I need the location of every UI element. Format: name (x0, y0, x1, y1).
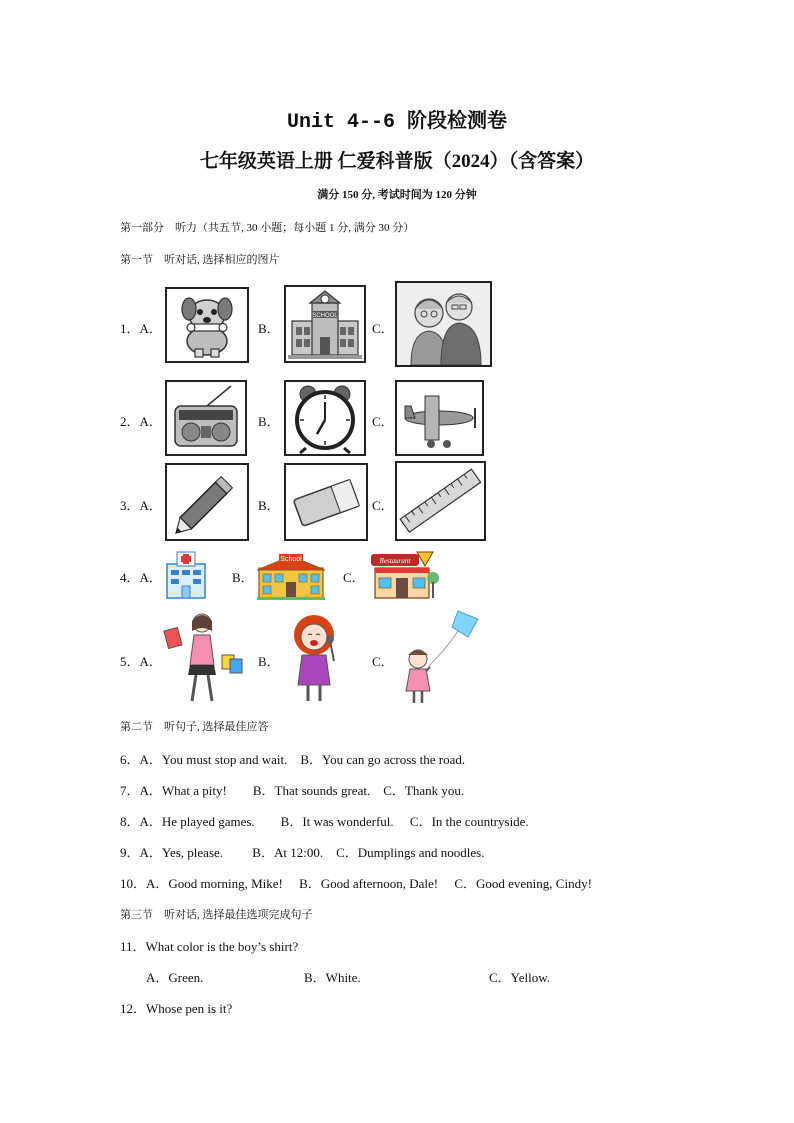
option-b-label: B． (258, 321, 280, 336)
page-subtitle: 七年级英语上册 仁爱科普版（2024）（含答案） (199, 151, 595, 172)
option-b-label: B． (232, 570, 254, 585)
question-12: 12．Whose pen is it? (120, 1001, 233, 1016)
question-11: 11．What color is the boy’s shirt? (120, 939, 299, 954)
question-11-option-b: B．White. (304, 970, 361, 985)
question-7: 7．A．What a pity! B．That sounds great. C．Thank you. (120, 783, 465, 798)
section-two-heading: 第二节 听句子, 选择最佳应答 (120, 721, 269, 733)
ruler-picture[interactable] (395, 461, 486, 541)
pencil-picture[interactable] (165, 463, 249, 541)
question-11-option-a: A．Green. (146, 970, 204, 985)
singing-girl-picture[interactable] (286, 611, 346, 705)
option-c-label: C． (343, 570, 365, 585)
school-picture[interactable] (257, 550, 325, 600)
restaurant-sign-text: Restaurant (379, 557, 411, 565)
shopping-girl-picture[interactable] (162, 609, 244, 705)
radio-picture[interactable] (165, 380, 247, 456)
school-sign-text: School (280, 556, 302, 563)
question-1-label: 1．A． (120, 321, 162, 336)
question-2-label: 2．A． (120, 414, 162, 429)
question-3-label: 3．A． (120, 498, 162, 513)
section-three-heading: 第三节 听对话, 选择最佳选项完成句子 (120, 909, 313, 921)
question-8: 8．A．He played games. B．It was wonderful. C．In the countryside. (120, 814, 529, 829)
kite-girl-picture[interactable] (396, 609, 480, 705)
option-c-label: C． (372, 498, 394, 513)
school-sign-text: SCHOOL (312, 313, 338, 319)
option-c-label: C． (372, 321, 394, 336)
question-9: 9．A．Yes, please. B．At 12:00. C．Dumplings and noodles. (120, 845, 485, 860)
restaurant-picture[interactable] (367, 548, 441, 600)
dog-picture[interactable] (165, 287, 249, 363)
hospital-picture[interactable] (163, 550, 209, 600)
question-5-label: 5．A． (120, 654, 162, 669)
grandparents-picture[interactable] (395, 281, 492, 367)
question-11-option-c: C．Yellow. (489, 970, 551, 985)
airplane-picture[interactable] (395, 380, 484, 456)
part-one-heading: 第一部分 听力（共五节, 30 小题；每小题 1 分, 满分 30 分） (120, 222, 415, 234)
option-b-label: B． (258, 498, 280, 513)
page-title: Unit 4--6 阶段检测卷 (286, 111, 508, 134)
score-info: 满分 150 分, 考试时间为 120 分钟 (317, 189, 477, 201)
option-c-label: C． (372, 414, 394, 429)
question-6: 6．A．You must stop and wait. B．You can go across the road. (120, 752, 466, 767)
question-4-label: 4．A． (120, 570, 162, 585)
school-building-picture[interactable] (284, 285, 366, 363)
option-b-label: B． (258, 414, 280, 429)
option-c-label: C． (372, 654, 394, 669)
alarm-clock-picture[interactable] (284, 380, 366, 456)
eraser-picture[interactable] (284, 463, 368, 541)
option-b-label: B． (258, 654, 280, 669)
question-10: 10．A．Good morning, Mike! B．Good afternoon, Dale! C．Good evening, Cindy! (120, 876, 592, 891)
section-one-heading: 第一节 听对话, 选择相应的图片 (120, 254, 280, 266)
